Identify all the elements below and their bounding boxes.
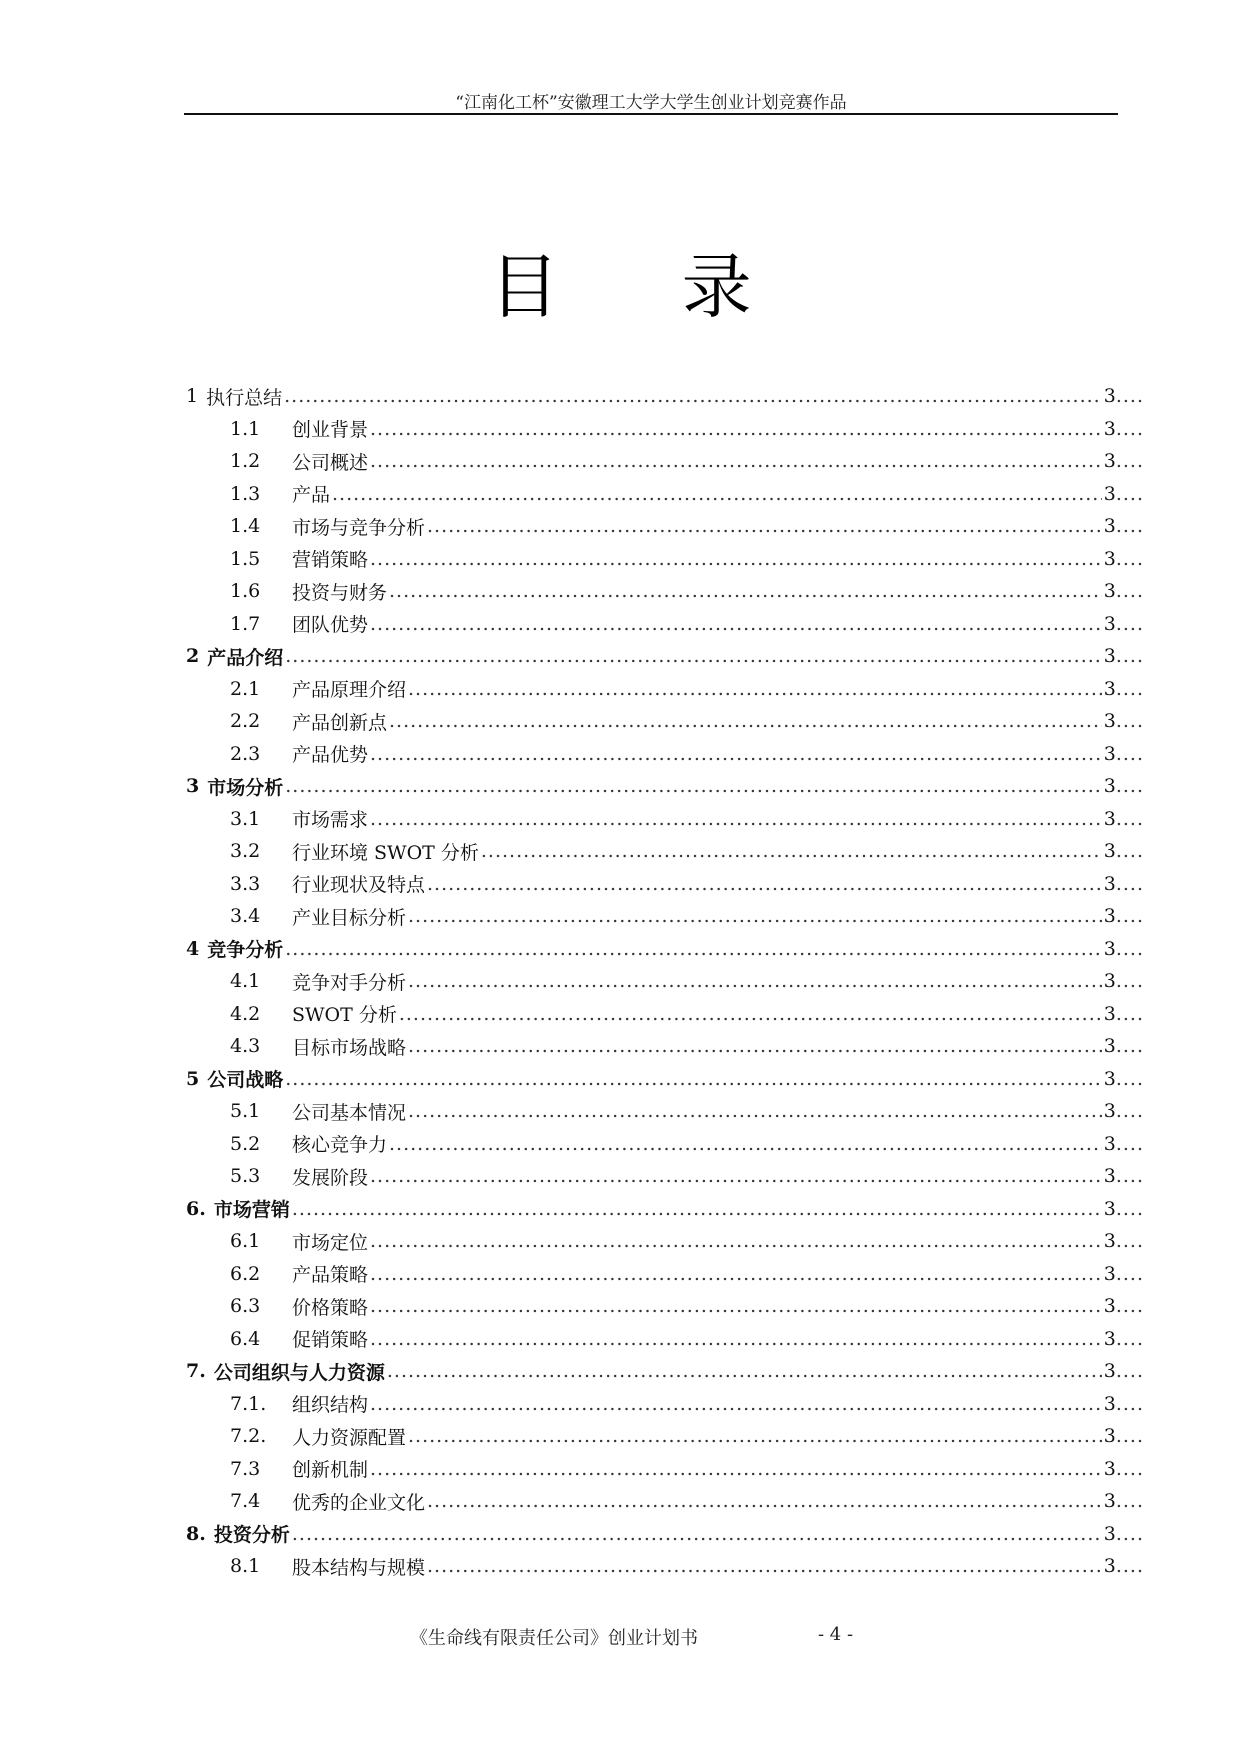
toc-subsection-entry[interactable] [186, 1030, 1144, 1063]
toc-dot-leader [370, 418, 1102, 440]
toc-dot-leader [427, 1555, 1102, 1577]
toc-dot-leader [285, 938, 1101, 960]
toc-entry-page: 3 [1103, 1392, 1116, 1415]
toc-entry-label: 市场定位 [292, 1231, 369, 1254]
toc-subsection-entry[interactable] [186, 1160, 1144, 1193]
toc-entry-page: 3 [1103, 1457, 1116, 1480]
toc-entry-number: 7.1. [230, 1392, 267, 1415]
toc-trailing-dots [1116, 970, 1144, 992]
toc-subsection-entry[interactable] [186, 673, 1144, 706]
toc-dot-leader [389, 1133, 1102, 1155]
toc-trailing-dots [1116, 905, 1144, 927]
toc-entry-page: 3 [1103, 1035, 1116, 1058]
toc-trailing-dots [1116, 1393, 1144, 1415]
toc-subsection-entry[interactable] [186, 1095, 1144, 1128]
toc-entry-page: 3 [1103, 1360, 1116, 1383]
toc-dot-leader [370, 1295, 1102, 1317]
table-of-contents [186, 380, 1144, 1583]
toc-subsection-entry[interactable] [186, 1128, 1144, 1161]
toc-dot-leader [292, 1198, 1102, 1220]
toc-entry-label: 产品原理介绍 [292, 679, 407, 702]
toc-dot-leader [370, 1393, 1102, 1415]
toc-entry-number: 1.5 [230, 547, 261, 570]
toc-entry-page: 3 [1103, 1490, 1116, 1513]
toc-entry-number: 2.2 [230, 710, 261, 733]
toc-dot-leader [389, 710, 1102, 732]
toc-entry-label: 产品 [292, 484, 331, 507]
page-header: “江南化工杯”安徽理工大学大学生创业计划竞赛作品 [455, 93, 847, 113]
toc-subsection-entry[interactable] [186, 1453, 1144, 1486]
toc-entry-label: 公司组织与人力资源 [213, 1361, 385, 1384]
toc-trailing-dots [1116, 1295, 1144, 1317]
toc-entry-label: 产品创新点 [292, 711, 388, 734]
toc-subsection-entry[interactable] [186, 543, 1144, 576]
toc-entry-number: 1.1 [230, 417, 261, 440]
toc-entry-label: SWOT 分析 [292, 1004, 397, 1027]
toc-entry-label: 行业环境 SWOT 分析 [292, 841, 479, 864]
toc-subsection-entry[interactable] [186, 1388, 1144, 1421]
toc-entry-page: 3 [1103, 710, 1116, 733]
toc-trailing-dots [1116, 710, 1144, 732]
toc-entry-number: 5.3 [230, 1165, 261, 1188]
toc-trailing-dots [1116, 515, 1144, 537]
toc-subsection-entry[interactable] [186, 835, 1144, 868]
toc-subsection-entry[interactable] [186, 1258, 1144, 1291]
toc-entry-page: 3 [1103, 905, 1116, 928]
toc-entry-label: 投资与财务 [292, 581, 388, 604]
toc-section-entry[interactable] [186, 1518, 1144, 1551]
toc-entry-page: 3 [1103, 1197, 1116, 1220]
toc-entry-number: 1.7 [230, 612, 261, 635]
toc-trailing-dots [1116, 775, 1144, 797]
toc-trailing-dots [1116, 678, 1144, 700]
toc-trailing-dots [1116, 1490, 1144, 1512]
toc-trailing-dots [1116, 1425, 1144, 1447]
toc-section-entry[interactable] [186, 933, 1144, 966]
toc-entry-page: 3 [1103, 970, 1116, 993]
toc-trailing-dots [1116, 450, 1144, 472]
toc-entry-label: 公司概述 [292, 451, 369, 474]
page-title: 目 录 [489, 246, 802, 328]
toc-trailing-dots [1116, 808, 1144, 830]
toc-entry-page: 3 [1103, 1002, 1116, 1025]
toc-dot-leader [292, 1523, 1102, 1545]
toc-subsection-entry[interactable] [186, 868, 1144, 901]
toc-subsection-entry[interactable] [186, 1550, 1144, 1583]
toc-entry-number: 6.4 [230, 1327, 261, 1350]
toc-entry-label: 投资分析 [213, 1524, 290, 1547]
toc-subsection-entry[interactable] [186, 1225, 1144, 1258]
toc-entry-label: 营销策略 [292, 549, 369, 572]
toc-entry-label: 市场与竞争分析 [292, 516, 426, 539]
toc-subsection-entry[interactable] [186, 1323, 1144, 1356]
toc-trailing-dots [1116, 1068, 1144, 1090]
toc-entry-label: 竞争对手分析 [292, 971, 407, 994]
toc-entry-number: 1 [186, 385, 199, 408]
toc-section-entry[interactable] [186, 1063, 1144, 1096]
toc-trailing-dots [1116, 1198, 1144, 1220]
toc-entry-number: 8. [186, 1522, 206, 1545]
toc-entry-label: 行业现状及特点 [292, 874, 426, 897]
toc-entry-page: 3 [1103, 1165, 1116, 1188]
toc-trailing-dots [1116, 1328, 1144, 1350]
toc-entry-number: 8.1 [230, 1555, 261, 1578]
toc-entry-page: 3 [1103, 807, 1116, 830]
toc-trailing-dots [1116, 1555, 1144, 1577]
toc-dot-leader [408, 1100, 1102, 1122]
toc-dot-leader [370, 1263, 1102, 1285]
toc-entry-page: 3 [1103, 1262, 1116, 1285]
toc-entry-page: 3 [1103, 742, 1116, 765]
toc-subsection-entry[interactable] [186, 478, 1144, 511]
toc-entry-label: 市场营销 [213, 1199, 290, 1222]
toc-entry-number: 3.1 [230, 807, 261, 830]
toc-entry-number: 7.3 [230, 1457, 261, 1480]
toc-dot-leader [408, 905, 1102, 927]
toc-entry-number: 2 [186, 645, 200, 668]
toc-subsection-entry[interactable] [186, 510, 1144, 543]
toc-entry-label: 产品策略 [292, 1264, 369, 1287]
toc-entry-page: 3 [1103, 580, 1116, 603]
toc-entry-label: 促销策略 [292, 1329, 369, 1352]
toc-dot-leader [370, 613, 1102, 635]
toc-entry-number: 3.4 [230, 905, 261, 928]
toc-trailing-dots [1116, 1263, 1144, 1285]
toc-trailing-dots [1116, 1523, 1144, 1545]
toc-entry-page: 3 [1103, 547, 1116, 570]
toc-subsection-entry[interactable] [186, 575, 1144, 608]
toc-entry-number: 5 [186, 1067, 200, 1090]
toc-subsection-entry[interactable] [186, 1290, 1144, 1323]
toc-entry-page: 3 [1103, 937, 1116, 960]
toc-trailing-dots [1116, 1003, 1144, 1025]
toc-subsection-entry[interactable] [186, 705, 1144, 738]
toc-trailing-dots [1116, 1360, 1144, 1382]
toc-entry-number: 4 [186, 937, 200, 960]
toc-entry-page: 3 [1103, 1522, 1116, 1545]
toc-entry-page: 3 [1103, 515, 1116, 538]
toc-section-entry[interactable] [186, 380, 1144, 413]
toc-section-entry[interactable] [186, 640, 1144, 673]
toc-entry-number: 7. [186, 1360, 206, 1383]
toc-subsection-entry[interactable] [186, 900, 1144, 933]
toc-entry-label: 股本结构与规模 [292, 1556, 426, 1579]
toc-entry-label: 创新机制 [292, 1459, 369, 1482]
toc-entry-label: 竞争分析 [207, 939, 284, 962]
toc-section-entry[interactable] [186, 770, 1144, 803]
toc-entry-page: 3 [1103, 1295, 1116, 1318]
toc-trailing-dots [1116, 1230, 1144, 1252]
toc-subsection-entry[interactable] [186, 1485, 1144, 1518]
toc-dot-leader [427, 1490, 1102, 1512]
toc-entry-page: 3 [1103, 1132, 1116, 1155]
toc-entry-label: 执行总结 [206, 386, 283, 409]
toc-entry-page: 3 [1103, 450, 1116, 473]
toc-trailing-dots [1116, 580, 1144, 602]
toc-entry-page: 3 [1103, 417, 1116, 440]
toc-subsection-entry[interactable] [186, 965, 1144, 998]
toc-entry-page: 3 [1103, 1067, 1116, 1090]
toc-dot-leader [370, 1458, 1102, 1480]
toc-trailing-dots [1116, 483, 1144, 505]
toc-entry-label: 目标市场战略 [292, 1036, 407, 1059]
toc-entry-page: 3 [1103, 1230, 1116, 1253]
toc-entry-number: 4.3 [230, 1035, 261, 1058]
toc-trailing-dots [1116, 873, 1144, 895]
toc-trailing-dots [1116, 385, 1144, 407]
toc-dot-leader [284, 385, 1102, 407]
toc-trailing-dots [1116, 1035, 1144, 1057]
toc-dot-leader [408, 1035, 1102, 1057]
toc-entry-page: 3 [1103, 872, 1116, 895]
toc-dot-leader [399, 1003, 1102, 1025]
toc-trailing-dots [1116, 548, 1144, 570]
toc-entry-number: 1.6 [230, 580, 261, 603]
toc-dot-leader [370, 450, 1102, 472]
toc-entry-page: 3 [1103, 775, 1116, 798]
toc-dot-leader [370, 743, 1102, 765]
toc-subsection-entry[interactable] [186, 608, 1144, 641]
toc-dot-leader [387, 1360, 1102, 1382]
toc-entry-label: 优秀的企业文化 [292, 1491, 426, 1514]
toc-entry-label: 产品优势 [292, 744, 369, 767]
toc-entry-number: 6.1 [230, 1230, 261, 1253]
toc-entry-page: 3 [1103, 612, 1116, 635]
toc-dot-leader [427, 515, 1102, 537]
toc-entry-number: 7.4 [230, 1490, 261, 1513]
toc-subsection-entry[interactable] [186, 998, 1144, 1031]
toc-dot-leader [408, 1425, 1102, 1447]
toc-entry-label: 核心竞争力 [292, 1134, 388, 1157]
toc-entry-number: 1.2 [230, 450, 261, 473]
toc-entry-number: 3.2 [230, 840, 261, 863]
toc-entry-page: 3 [1103, 482, 1116, 505]
toc-subsection-entry[interactable] [186, 413, 1144, 446]
toc-trailing-dots [1116, 1165, 1144, 1187]
toc-entry-number: 4.2 [230, 1002, 261, 1025]
toc-entry-label: 市场需求 [292, 809, 369, 832]
toc-trailing-dots [1116, 1458, 1144, 1480]
toc-entry-number: 1.4 [230, 515, 261, 538]
toc-entry-label: 市场分析 [207, 776, 284, 799]
toc-dot-leader [370, 1165, 1102, 1187]
toc-dot-leader [332, 483, 1102, 505]
toc-trailing-dots [1116, 613, 1144, 635]
toc-dot-leader [370, 548, 1102, 570]
toc-entry-page: 3 [1103, 645, 1116, 668]
toc-entry-number: 2.1 [230, 677, 261, 700]
toc-entry-page: 3 [1103, 385, 1116, 408]
toc-entry-label: 发展阶段 [292, 1166, 369, 1189]
header-rule [184, 113, 1118, 115]
toc-trailing-dots [1116, 743, 1144, 765]
toc-entry-label: 人力资源配置 [292, 1426, 407, 1449]
footer-page-number: - 4 - [818, 1624, 854, 1645]
toc-entry-number: 5.2 [230, 1132, 261, 1155]
toc-entry-page: 3 [1103, 1327, 1116, 1350]
toc-entry-label: 创业背景 [292, 419, 369, 442]
toc-entry-number: 4.1 [230, 970, 261, 993]
toc-subsection-entry[interactable] [186, 738, 1144, 771]
toc-entry-number: 1.3 [230, 482, 261, 505]
toc-dot-leader [427, 873, 1102, 895]
toc-dot-leader [285, 775, 1101, 797]
toc-trailing-dots [1116, 1133, 1144, 1155]
toc-subsection-entry[interactable] [186, 445, 1144, 478]
toc-dot-leader [370, 808, 1102, 830]
toc-dot-leader [285, 645, 1101, 667]
toc-section-entry[interactable] [186, 1355, 1144, 1388]
toc-dot-leader [408, 678, 1102, 700]
toc-entry-number: 6. [186, 1197, 206, 1220]
toc-subsection-entry[interactable] [186, 803, 1144, 836]
toc-entry-page: 3 [1103, 677, 1116, 700]
toc-dot-leader [370, 1328, 1102, 1350]
toc-entry-number: 3 [186, 775, 200, 798]
toc-entry-label: 价格策略 [292, 1296, 369, 1319]
toc-entry-number: 2.3 [230, 742, 261, 765]
toc-trailing-dots [1116, 645, 1144, 667]
toc-trailing-dots [1116, 418, 1144, 440]
toc-section-entry[interactable] [186, 1193, 1144, 1226]
toc-trailing-dots [1116, 840, 1144, 862]
toc-entry-label: 组织结构 [292, 1394, 369, 1417]
toc-dot-leader [481, 840, 1102, 862]
toc-entry-page: 3 [1103, 1555, 1116, 1578]
toc-entry-label: 产品介绍 [207, 646, 284, 669]
toc-trailing-dots [1116, 1100, 1144, 1122]
toc-entry-number: 5.1 [230, 1100, 261, 1123]
toc-entry-number: 6.2 [230, 1262, 261, 1285]
footer-document-name: 《生命线有限责任公司》创业计划书 [410, 1628, 698, 1649]
toc-entry-page: 3 [1103, 1100, 1116, 1123]
toc-dot-leader [408, 970, 1102, 992]
toc-entry-label: 公司战略 [207, 1069, 284, 1092]
toc-dot-leader [370, 1230, 1102, 1252]
toc-dot-leader [285, 1068, 1101, 1090]
toc-entry-page: 3 [1103, 840, 1116, 863]
toc-entry-label: 团队优势 [292, 614, 369, 637]
toc-subsection-entry[interactable] [186, 1420, 1144, 1453]
toc-entry-number: 3.3 [230, 872, 261, 895]
toc-dot-leader [389, 580, 1102, 602]
toc-entry-label: 产业目标分析 [292, 906, 407, 929]
toc-entry-page: 3 [1103, 1425, 1116, 1448]
toc-trailing-dots [1116, 938, 1144, 960]
toc-entry-number: 7.2. [230, 1425, 267, 1448]
toc-entry-number: 6.3 [230, 1295, 261, 1318]
toc-entry-label: 公司基本情况 [292, 1101, 407, 1124]
